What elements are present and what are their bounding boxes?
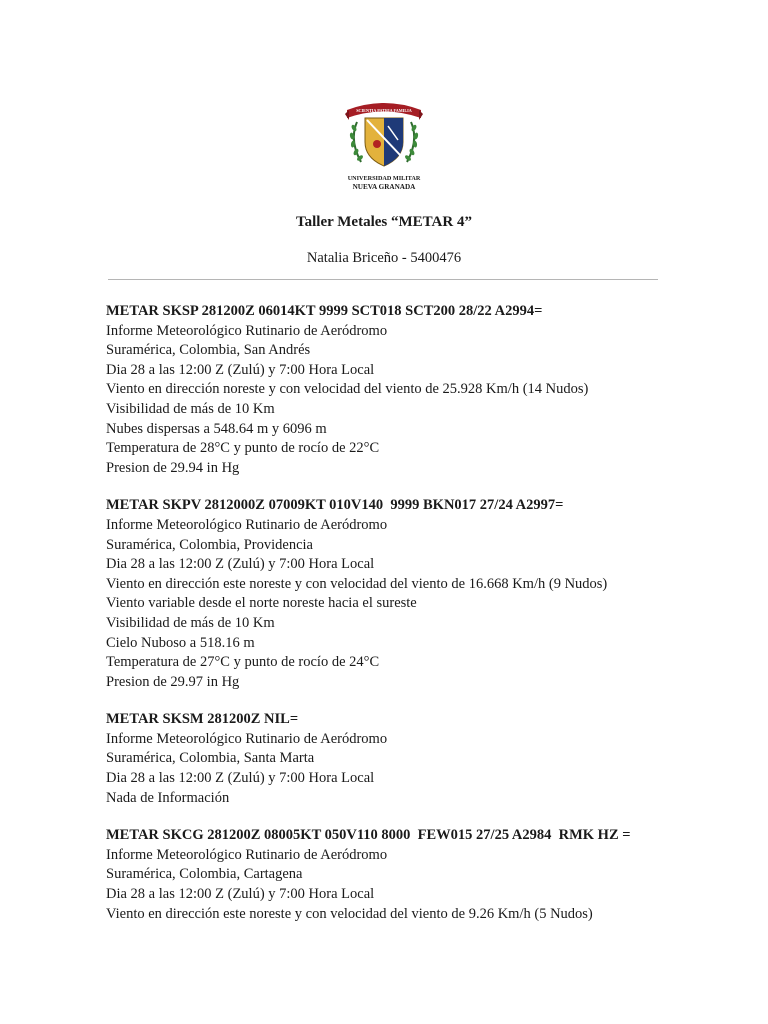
report-detail-line: Dia 28 a las 12:00 Z (Zulú) y 7:00 Hora Local	[106, 770, 375, 787]
metar-report	[106, 826, 726, 924]
metar-report	[106, 302, 726, 478]
report-detail-line: Temperatura de 28°C y punto de rocío de 22°C	[106, 440, 380, 457]
report-detail-line: Suramérica, Colombia, Santa Marta	[106, 750, 315, 767]
report-detail-line: Viento variable desde el norte noreste hacia el sureste	[106, 595, 417, 612]
report-detail-line: Informe Meteorológico Rutinario de Aeródromo	[106, 322, 388, 339]
document-body	[106, 302, 726, 942]
header-divider	[108, 279, 658, 280]
crest-emblem	[343, 96, 425, 194]
report-detail-line: Visibilidad de más de 10 Km	[106, 614, 275, 631]
svg-text:UNIVERSIDAD MILITAR: UNIVERSIDAD MILITAR	[347, 175, 421, 182]
report-detail-line: Suramérica, Colombia, Providencia	[106, 536, 313, 553]
report-detail-line: Cielo Nuboso a 518.16 m	[106, 634, 255, 651]
report-detail-line: Presion de 29.97 in Hg	[106, 673, 240, 690]
svg-text:SCIENTIA PATRIA FAMILIA: SCIENTIA PATRIA FAMILIA	[356, 108, 412, 113]
metar-code-heading: METAR SKPV 2812000Z 07009KT 010V140 9999 BKN017 27/24 A2997=	[106, 497, 564, 514]
metar-report	[106, 496, 726, 692]
svg-text:NUEVA GRANADA: NUEVA GRANADA	[352, 183, 416, 191]
report-detail-line: Viento en dirección este noreste y con velocidad del viento de 9.26 Km/h (5 Nudos)	[106, 905, 593, 922]
document-author: Natalia Briceño - 5400476	[306, 250, 462, 266]
metar-code-heading: METAR SKCG 281200Z 08005KT 050V110 8000 FEW015 27/25 A2984 RMK HZ =	[106, 827, 631, 844]
metar-code-heading: METAR SKSM 281200Z NIL=	[106, 711, 299, 728]
document-title: Taller Metales “METAR 4”	[296, 214, 472, 230]
university-logo	[343, 96, 425, 194]
report-detail-line: Informe Meteorológico Rutinario de Aeródromo	[106, 730, 388, 747]
report-detail-line: Visibilidad de más de 10 Km	[106, 400, 275, 417]
report-detail-line: Nada de Información	[106, 789, 230, 806]
report-detail-line: Dia 28 a las 12:00 Z (Zulú) y 7:00 Hora Local	[106, 886, 375, 903]
report-detail-line: Dia 28 a las 12:00 Z (Zulú) y 7:00 Hora Local	[106, 361, 375, 378]
report-detail-line: Temperatura de 27°C y punto de rocío de 24°C	[106, 654, 380, 671]
report-detail-line: Dia 28 a las 12:00 Z (Zulú) y 7:00 Hora Local	[106, 556, 375, 573]
report-detail-line: Informe Meteorológico Rutinario de Aeródromo	[106, 846, 388, 863]
report-detail-line: Suramérica, Colombia, San Andrés	[106, 342, 311, 359]
report-detail-line: Informe Meteorológico Rutinario de Aeródromo	[106, 516, 388, 533]
report-detail-line: Nubes dispersas a 548.64 m y 6096 m	[106, 420, 327, 437]
metar-report	[106, 710, 726, 808]
report-detail-line: Viento en dirección este noreste y con velocidad del viento de 16.668 Km/h (9 Nudos)	[106, 575, 608, 592]
report-detail-line: Viento en dirección noreste y con velocidad del viento de 25.928 Km/h (14 Nudos)	[106, 381, 589, 398]
report-detail-line: Presion de 29.94 in Hg	[106, 459, 240, 476]
metar-code-heading: METAR SKSP 281200Z 06014KT 9999 SCT018 SCT200 28/22 A2994=	[106, 303, 543, 319]
report-detail-line: Suramérica, Colombia, Cartagena	[106, 866, 303, 883]
